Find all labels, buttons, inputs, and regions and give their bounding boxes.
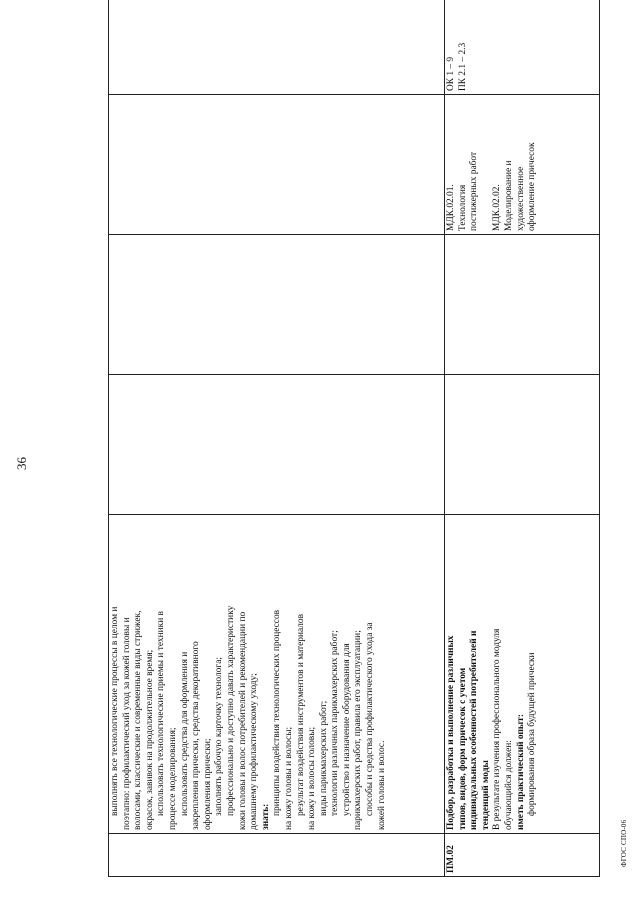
footer-text: ФГОС СПО-06	[620, 819, 628, 867]
text-line: домашнему профилактическому уходу;	[249, 673, 260, 830]
requirements-cell	[109, 515, 445, 834]
text-line: на кожу и волосы головы;	[307, 726, 318, 830]
text-line: на кожу головы и волосы;	[283, 726, 294, 830]
empty-cell	[109, 375, 445, 515]
empty-cell	[445, 235, 600, 375]
text-line: кожи головы и волос потребителей и рекомендации по	[237, 611, 248, 830]
mdk-cell	[445, 95, 600, 235]
empty-cell	[109, 0, 445, 95]
mdk-line: Технология	[457, 184, 468, 231]
competencies-cell	[445, 0, 600, 95]
text-line: волосами, классические и современные виды стрижек,	[133, 610, 144, 830]
text-line: виды парикмахерских работ;	[318, 700, 329, 816]
text-line: процессе моделирования;	[167, 727, 178, 830]
text-line: результат воздействия инструментов и материалов	[295, 613, 306, 816]
text-line: поэтапно: профилактический уход за кожей головы и	[121, 617, 132, 830]
module-code-cell	[109, 834, 445, 877]
text-line: закрепления прически, средства декоративного	[191, 641, 202, 830]
competency-line: ОК 1 – 9	[446, 56, 456, 91]
empty-cell	[445, 375, 600, 515]
text-line: использовать средства для оформления и	[179, 651, 190, 816]
mdk-line	[481, 98, 493, 231]
module-title-line: тенденций моды	[480, 760, 491, 830]
mdk-line: постижерных работ	[469, 151, 480, 231]
text-line: оформления прически;	[202, 738, 213, 830]
text-line: технологии различных парикмахерских работ;	[330, 630, 341, 816]
text-line: профессионально и доступно давать характеристику	[225, 605, 236, 816]
mdk-line: оформление причесок	[527, 142, 538, 231]
competency-line: ПК 2.1 – 2.3	[457, 42, 468, 91]
module-title-line: Подбор, разработка и выполнение различных	[446, 635, 456, 830]
mdk-line: МДК.02.02.	[492, 184, 503, 231]
text-line: кожей головы и волос.	[376, 740, 387, 830]
module-title-line: типов, видов, форм причесок с учетом	[457, 667, 468, 830]
empty-cell	[109, 95, 445, 235]
table-row	[445, 0, 600, 877]
text-line: парикмахерских работ, правила его эксплуатации;	[353, 630, 364, 830]
text-line: использовать технологические приемы и техники в	[156, 611, 167, 816]
section-label: знать:	[260, 803, 271, 830]
text-line: способы и средства профилактического ухода за	[365, 622, 376, 816]
text-line: обучающийся должен:	[503, 740, 514, 830]
requirements-cell	[445, 515, 600, 834]
text-line: устройство и назначение оборудования для	[341, 643, 352, 816]
empty-cell	[109, 235, 445, 375]
text-line: заполнять рабочую карточку технолога;	[214, 657, 225, 816]
page-number: 36	[14, 457, 29, 470]
section-label: иметь практический опыт:	[515, 714, 526, 830]
mdk-line: Моделирование и	[503, 160, 514, 231]
module-code-cell: ПМ.02	[445, 834, 600, 877]
text-line: окрасок, завивок на продолжительное время;	[144, 649, 155, 830]
text-line: В результате изучения профессионального модуля	[492, 628, 503, 830]
curriculum-table	[108, 0, 600, 877]
text-line: принципы воздействия технологических процессов	[272, 609, 283, 816]
text-line: выполнять все технологические процессы в целом и	[110, 606, 120, 816]
mdk-line: МДК.02.01.	[446, 184, 456, 231]
mdk-line: художественное	[515, 166, 526, 231]
module-title-line: индивидуальных особенностей потребителей и	[469, 630, 480, 830]
table-row	[109, 0, 445, 877]
text-line: формирования образа будущей прически	[527, 652, 538, 816]
